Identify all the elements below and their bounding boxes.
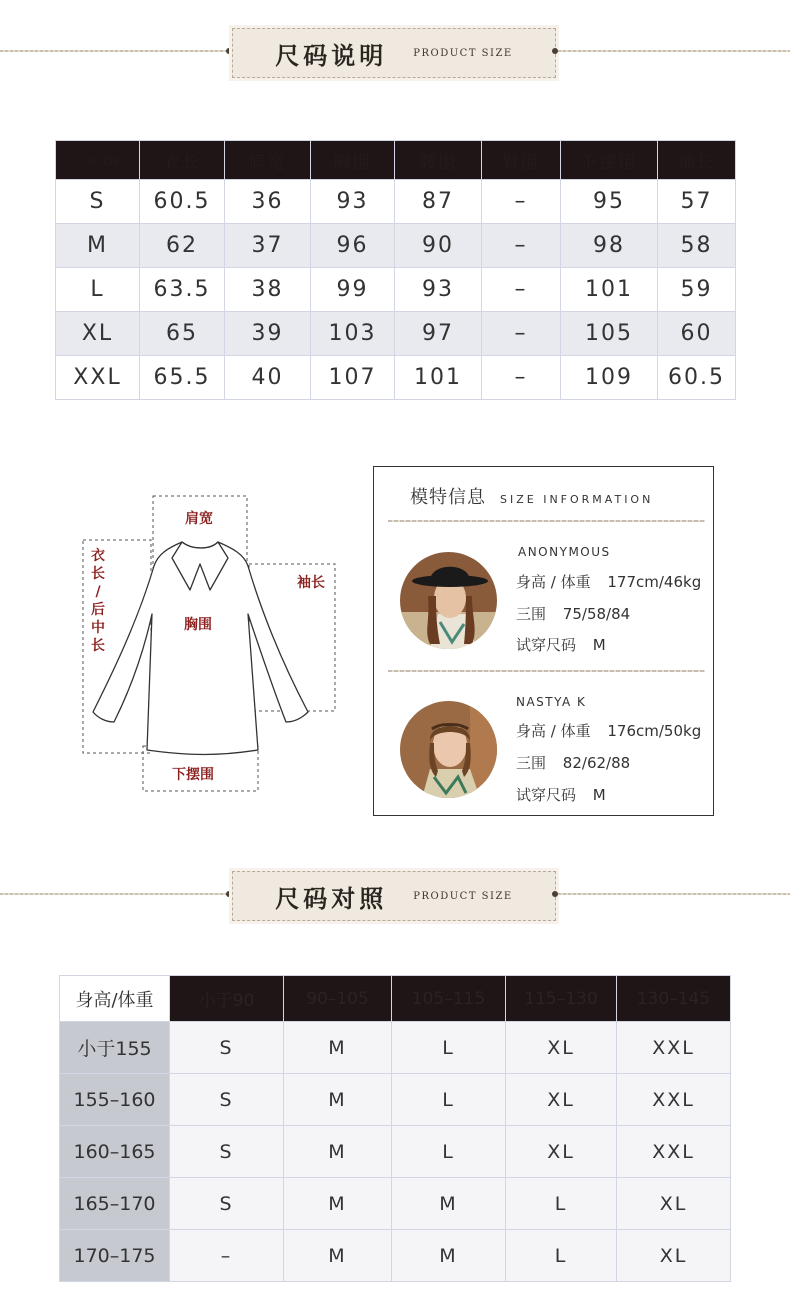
value-cell: 99 bbox=[311, 268, 395, 312]
value-cell: 62 bbox=[140, 224, 225, 268]
table-row bbox=[60, 1022, 731, 1074]
value-cell: 57 bbox=[658, 180, 736, 224]
value-cell: – bbox=[482, 312, 561, 356]
value-cell: 101 bbox=[561, 268, 658, 312]
header-cell: 下摆围 bbox=[561, 141, 658, 180]
model-name-2: NASTYA K bbox=[516, 695, 587, 709]
length-char: 后 bbox=[91, 602, 105, 618]
size-table bbox=[55, 140, 736, 400]
value-cell: 105 bbox=[561, 312, 658, 356]
banner-rule-left bbox=[0, 893, 232, 895]
size-cell: L bbox=[506, 1230, 617, 1282]
card-divider bbox=[388, 670, 705, 672]
value-cell: 97 bbox=[395, 312, 482, 356]
size-cell: M bbox=[56, 224, 140, 268]
model-1-size bbox=[516, 634, 606, 655]
value-cell: 93 bbox=[311, 180, 395, 224]
garment-diagram bbox=[80, 490, 340, 795]
size-cell: S bbox=[170, 1022, 284, 1074]
length-char: 中 bbox=[91, 620, 105, 636]
size-cell: L bbox=[392, 1022, 506, 1074]
header-cell: 115–130 bbox=[506, 976, 617, 1022]
size-cell: XL bbox=[617, 1178, 731, 1230]
size-cell: S bbox=[170, 1126, 284, 1178]
value-cell: 98 bbox=[561, 224, 658, 268]
header-cell: 130–145 bbox=[617, 976, 731, 1022]
banner-rule-right bbox=[558, 50, 790, 52]
card-divider bbox=[388, 520, 705, 522]
size-reference-table bbox=[59, 975, 731, 1282]
value-cell: 65.5 bbox=[140, 356, 225, 400]
value-cell: – bbox=[482, 268, 561, 312]
banner-rule-right bbox=[558, 893, 790, 895]
size-cell: S bbox=[170, 1178, 284, 1230]
length-char: 长 bbox=[91, 566, 105, 582]
table-row bbox=[60, 1074, 731, 1126]
header-cell: 腰围 bbox=[395, 141, 482, 180]
size-cell: M bbox=[392, 1230, 506, 1282]
height-range-cell: 170–175 bbox=[60, 1230, 170, 1282]
value-cell: 90 bbox=[395, 224, 482, 268]
value-cell: 60.5 bbox=[140, 180, 225, 224]
table-row bbox=[56, 356, 736, 400]
value-cell: 101 bbox=[395, 356, 482, 400]
size-cell: M bbox=[284, 1126, 392, 1178]
header-cell: 袖长 bbox=[658, 141, 736, 180]
hem-label: 下摆围 bbox=[172, 767, 214, 783]
card-title-en: SIZE INFORMATION bbox=[500, 493, 654, 506]
value-cell: 93 bbox=[395, 268, 482, 312]
header-cell: 90–105 bbox=[284, 976, 392, 1022]
table-row bbox=[60, 1230, 731, 1282]
section2-title: 尺码对照 bbox=[275, 884, 388, 913]
size-cell: XXL bbox=[56, 356, 140, 400]
header-cell: 小于90 bbox=[170, 976, 284, 1022]
value-cell: 95 bbox=[561, 180, 658, 224]
value-cell: 87 bbox=[395, 180, 482, 224]
size-cell: XL bbox=[617, 1230, 731, 1282]
model-2-size bbox=[516, 784, 606, 805]
value-cell: 96 bbox=[311, 224, 395, 268]
value-cell: 103 bbox=[311, 312, 395, 356]
height-label: 身高 / 体重 bbox=[516, 722, 591, 740]
height-value: 176cm/50kg bbox=[607, 722, 702, 740]
size-cell: S bbox=[170, 1074, 284, 1126]
table-row bbox=[56, 312, 736, 356]
size-cell: M bbox=[284, 1178, 392, 1230]
model-2-height bbox=[516, 720, 701, 741]
portrait-icon bbox=[400, 701, 497, 798]
height-value: 177cm/46kg bbox=[607, 573, 702, 591]
measure-label: 三围 bbox=[516, 754, 547, 772]
size-cell: XXL bbox=[617, 1074, 731, 1126]
table-row bbox=[60, 1178, 731, 1230]
header-cell: 尺码 /CM bbox=[56, 141, 140, 180]
model-1-height bbox=[516, 571, 701, 592]
size-cell: XXL bbox=[617, 1126, 731, 1178]
height-range-cell: 160–165 bbox=[60, 1126, 170, 1178]
value-cell: – bbox=[482, 180, 561, 224]
model-2-measurements bbox=[516, 752, 630, 773]
section2-subtitle: PRODUCT SIZE bbox=[413, 890, 513, 902]
table-row bbox=[56, 268, 736, 312]
size-label: 试穿尺码 bbox=[516, 636, 577, 654]
header-cell: 身高/体重 bbox=[60, 976, 170, 1022]
table-row bbox=[56, 180, 736, 224]
portrait-icon bbox=[400, 552, 497, 649]
section1-subtitle: PRODUCT SIZE bbox=[413, 47, 513, 59]
model-info-card bbox=[373, 466, 714, 816]
banner-rule-left bbox=[0, 50, 232, 52]
size-label: 试穿尺码 bbox=[516, 786, 577, 804]
value-cell: 63.5 bbox=[140, 268, 225, 312]
shoulder-label: 肩宽 bbox=[185, 511, 213, 527]
length-char: / bbox=[95, 584, 101, 600]
size-cell: M bbox=[284, 1074, 392, 1126]
height-range-cell: 小于155 bbox=[60, 1022, 170, 1074]
size-cell: M bbox=[392, 1178, 506, 1230]
card-title bbox=[410, 483, 653, 509]
measure-label: 三围 bbox=[516, 605, 547, 623]
size-cell: XL bbox=[506, 1074, 617, 1126]
chest-label: 胸围 bbox=[184, 617, 212, 633]
size-cell: – bbox=[170, 1230, 284, 1282]
size-value: M bbox=[592, 786, 606, 804]
size-cell: L bbox=[506, 1178, 617, 1230]
size-cell: M bbox=[284, 1230, 392, 1282]
sleeve-label: 袖长 bbox=[297, 575, 325, 591]
size-value: M bbox=[592, 636, 606, 654]
model-photo-2 bbox=[400, 701, 497, 798]
value-cell: 39 bbox=[225, 312, 311, 356]
model-1-measurements bbox=[516, 603, 630, 624]
length-char: 长 bbox=[91, 638, 105, 654]
value-cell: – bbox=[482, 356, 561, 400]
size-cell: S bbox=[56, 180, 140, 224]
size-cell: L bbox=[56, 268, 140, 312]
length-label bbox=[90, 547, 106, 655]
size-cell: XL bbox=[506, 1126, 617, 1178]
measure-value: 82/62/88 bbox=[562, 754, 631, 772]
header-cell: 衣长 bbox=[140, 141, 225, 180]
value-cell: – bbox=[482, 224, 561, 268]
table-row bbox=[56, 224, 736, 268]
length-char: 衣 bbox=[91, 548, 105, 564]
header-cell: 105–115 bbox=[392, 976, 506, 1022]
shirt-outline-icon bbox=[80, 490, 340, 795]
height-label: 身高 / 体重 bbox=[516, 573, 591, 591]
value-cell: 37 bbox=[225, 224, 311, 268]
header-cell: 肩宽 bbox=[225, 141, 311, 180]
card-title-zh: 模特信息 bbox=[410, 487, 486, 508]
value-cell: 65 bbox=[140, 312, 225, 356]
measure-value: 75/58/84 bbox=[562, 605, 631, 623]
size-cell: M bbox=[284, 1022, 392, 1074]
reference-table-header bbox=[60, 976, 731, 1022]
value-cell: 58 bbox=[658, 224, 736, 268]
size-cell: XXL bbox=[617, 1022, 731, 1074]
value-cell: 109 bbox=[561, 356, 658, 400]
size-table-header bbox=[56, 141, 736, 180]
header-cell: 臀围 bbox=[482, 141, 561, 180]
section1-title: 尺码说明 bbox=[275, 41, 388, 70]
size-cell: XL bbox=[506, 1022, 617, 1074]
height-range-cell: 155–160 bbox=[60, 1074, 170, 1126]
table-row bbox=[60, 1126, 731, 1178]
value-cell: 107 bbox=[311, 356, 395, 400]
size-cell: L bbox=[392, 1074, 506, 1126]
value-cell: 40 bbox=[225, 356, 311, 400]
value-cell: 59 bbox=[658, 268, 736, 312]
header-cell: 胸围 bbox=[311, 141, 395, 180]
model-name-1: ANONYMOUS bbox=[518, 545, 611, 559]
value-cell: 60.5 bbox=[658, 356, 736, 400]
size-cell: L bbox=[392, 1126, 506, 1178]
value-cell: 36 bbox=[225, 180, 311, 224]
value-cell: 38 bbox=[225, 268, 311, 312]
height-range-cell: 165–170 bbox=[60, 1178, 170, 1230]
size-cell: XL bbox=[56, 312, 140, 356]
value-cell: 60 bbox=[658, 312, 736, 356]
model-photo-1 bbox=[400, 552, 497, 649]
